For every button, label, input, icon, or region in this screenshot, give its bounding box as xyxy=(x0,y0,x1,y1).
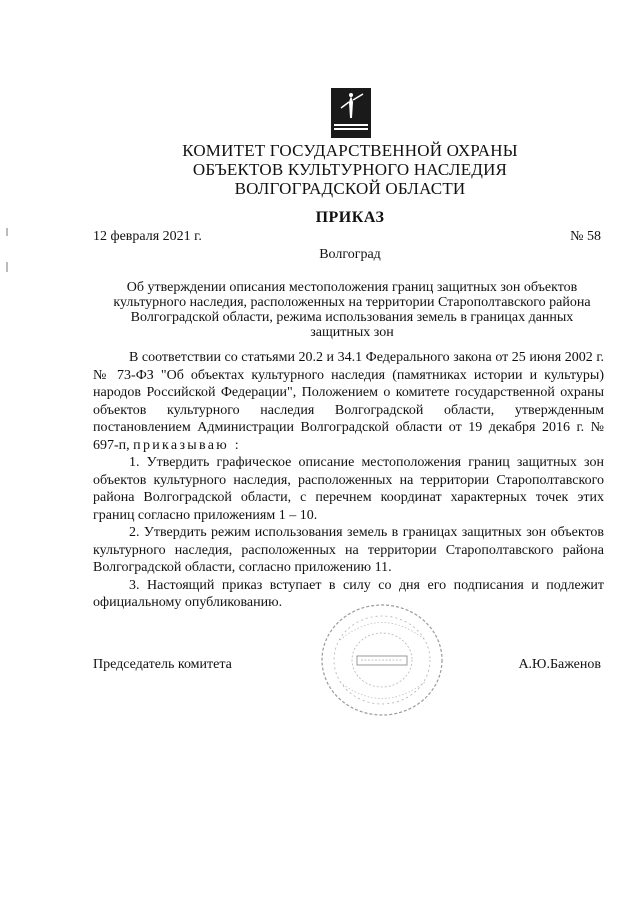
item-1: 1. Утвердить графическое описание местоположения границ защитных зон объектов культурного наследия, расположенных на территории Старополтавского района Волгоградской области, с перечнем координат характерных точек этих границ согласно приложениям 1 – 10. xyxy=(93,455,604,523)
official-seal-icon xyxy=(315,600,450,720)
decree-word: приказываю : xyxy=(133,437,241,453)
item-3: 3. Настоящий приказ вступает в силу со дня его подписания и подлежит официальному опубликованию. xyxy=(93,577,604,610)
item-2: 2. Утвердить режим использования земель в границах защитных зон объектов культурного наследия, расположенных на территории Старополтавского района Волгоградской области, согласно приложению 11. xyxy=(93,525,604,575)
intro-text: В соответствии со статьями 20.2 и 34.1 Федерального закона от 25 июня 2002 г. № 73-ФЗ "Об объектах культурного наследия (памятниках истории и культуры) народов Российской Федерации", Положением о комитете государственной охраны объектов культурного наследия Волгоградской области, утвержденным постановлением Администрации Волгоградской области от 19 декабря 2016 г. № 697-п, xyxy=(93,350,604,453)
volgograd-emblem-icon xyxy=(331,88,371,138)
header-line-3: ВОЛГОГРАДСКОЙ ОБЛАСТИ xyxy=(234,179,466,198)
header-line-2: ОБЪЕКТОВ КУЛЬТУРНОГО НАСЛЕДИЯ xyxy=(192,160,508,179)
scan-margin-mark xyxy=(6,262,8,272)
intro-paragraph xyxy=(93,349,604,454)
order-title: ПРИКАЗ xyxy=(315,209,385,226)
header-line-1: КОМИТЕТ ГОСУДАРСТВЕННОЙ ОХРАНЫ xyxy=(182,141,518,160)
organization-header xyxy=(100,141,600,198)
order-number: № 58 xyxy=(570,229,601,244)
signatory-name: А.Ю.Баженов xyxy=(518,657,601,672)
scan-margin-mark xyxy=(6,228,8,236)
order-city: Волгоград xyxy=(319,247,381,262)
order-date: 12 февраля 2021 г. xyxy=(93,229,202,244)
order-body xyxy=(93,349,604,612)
signatory-title: Председатель комитета xyxy=(93,657,232,672)
order-subject: Об утверждении описания местоположения границ защитных зон объектов культурного наследия, расположенных на территории Старополтавского района Волгоградской области, режима использования земель в границах данных защитных зон xyxy=(113,280,591,340)
